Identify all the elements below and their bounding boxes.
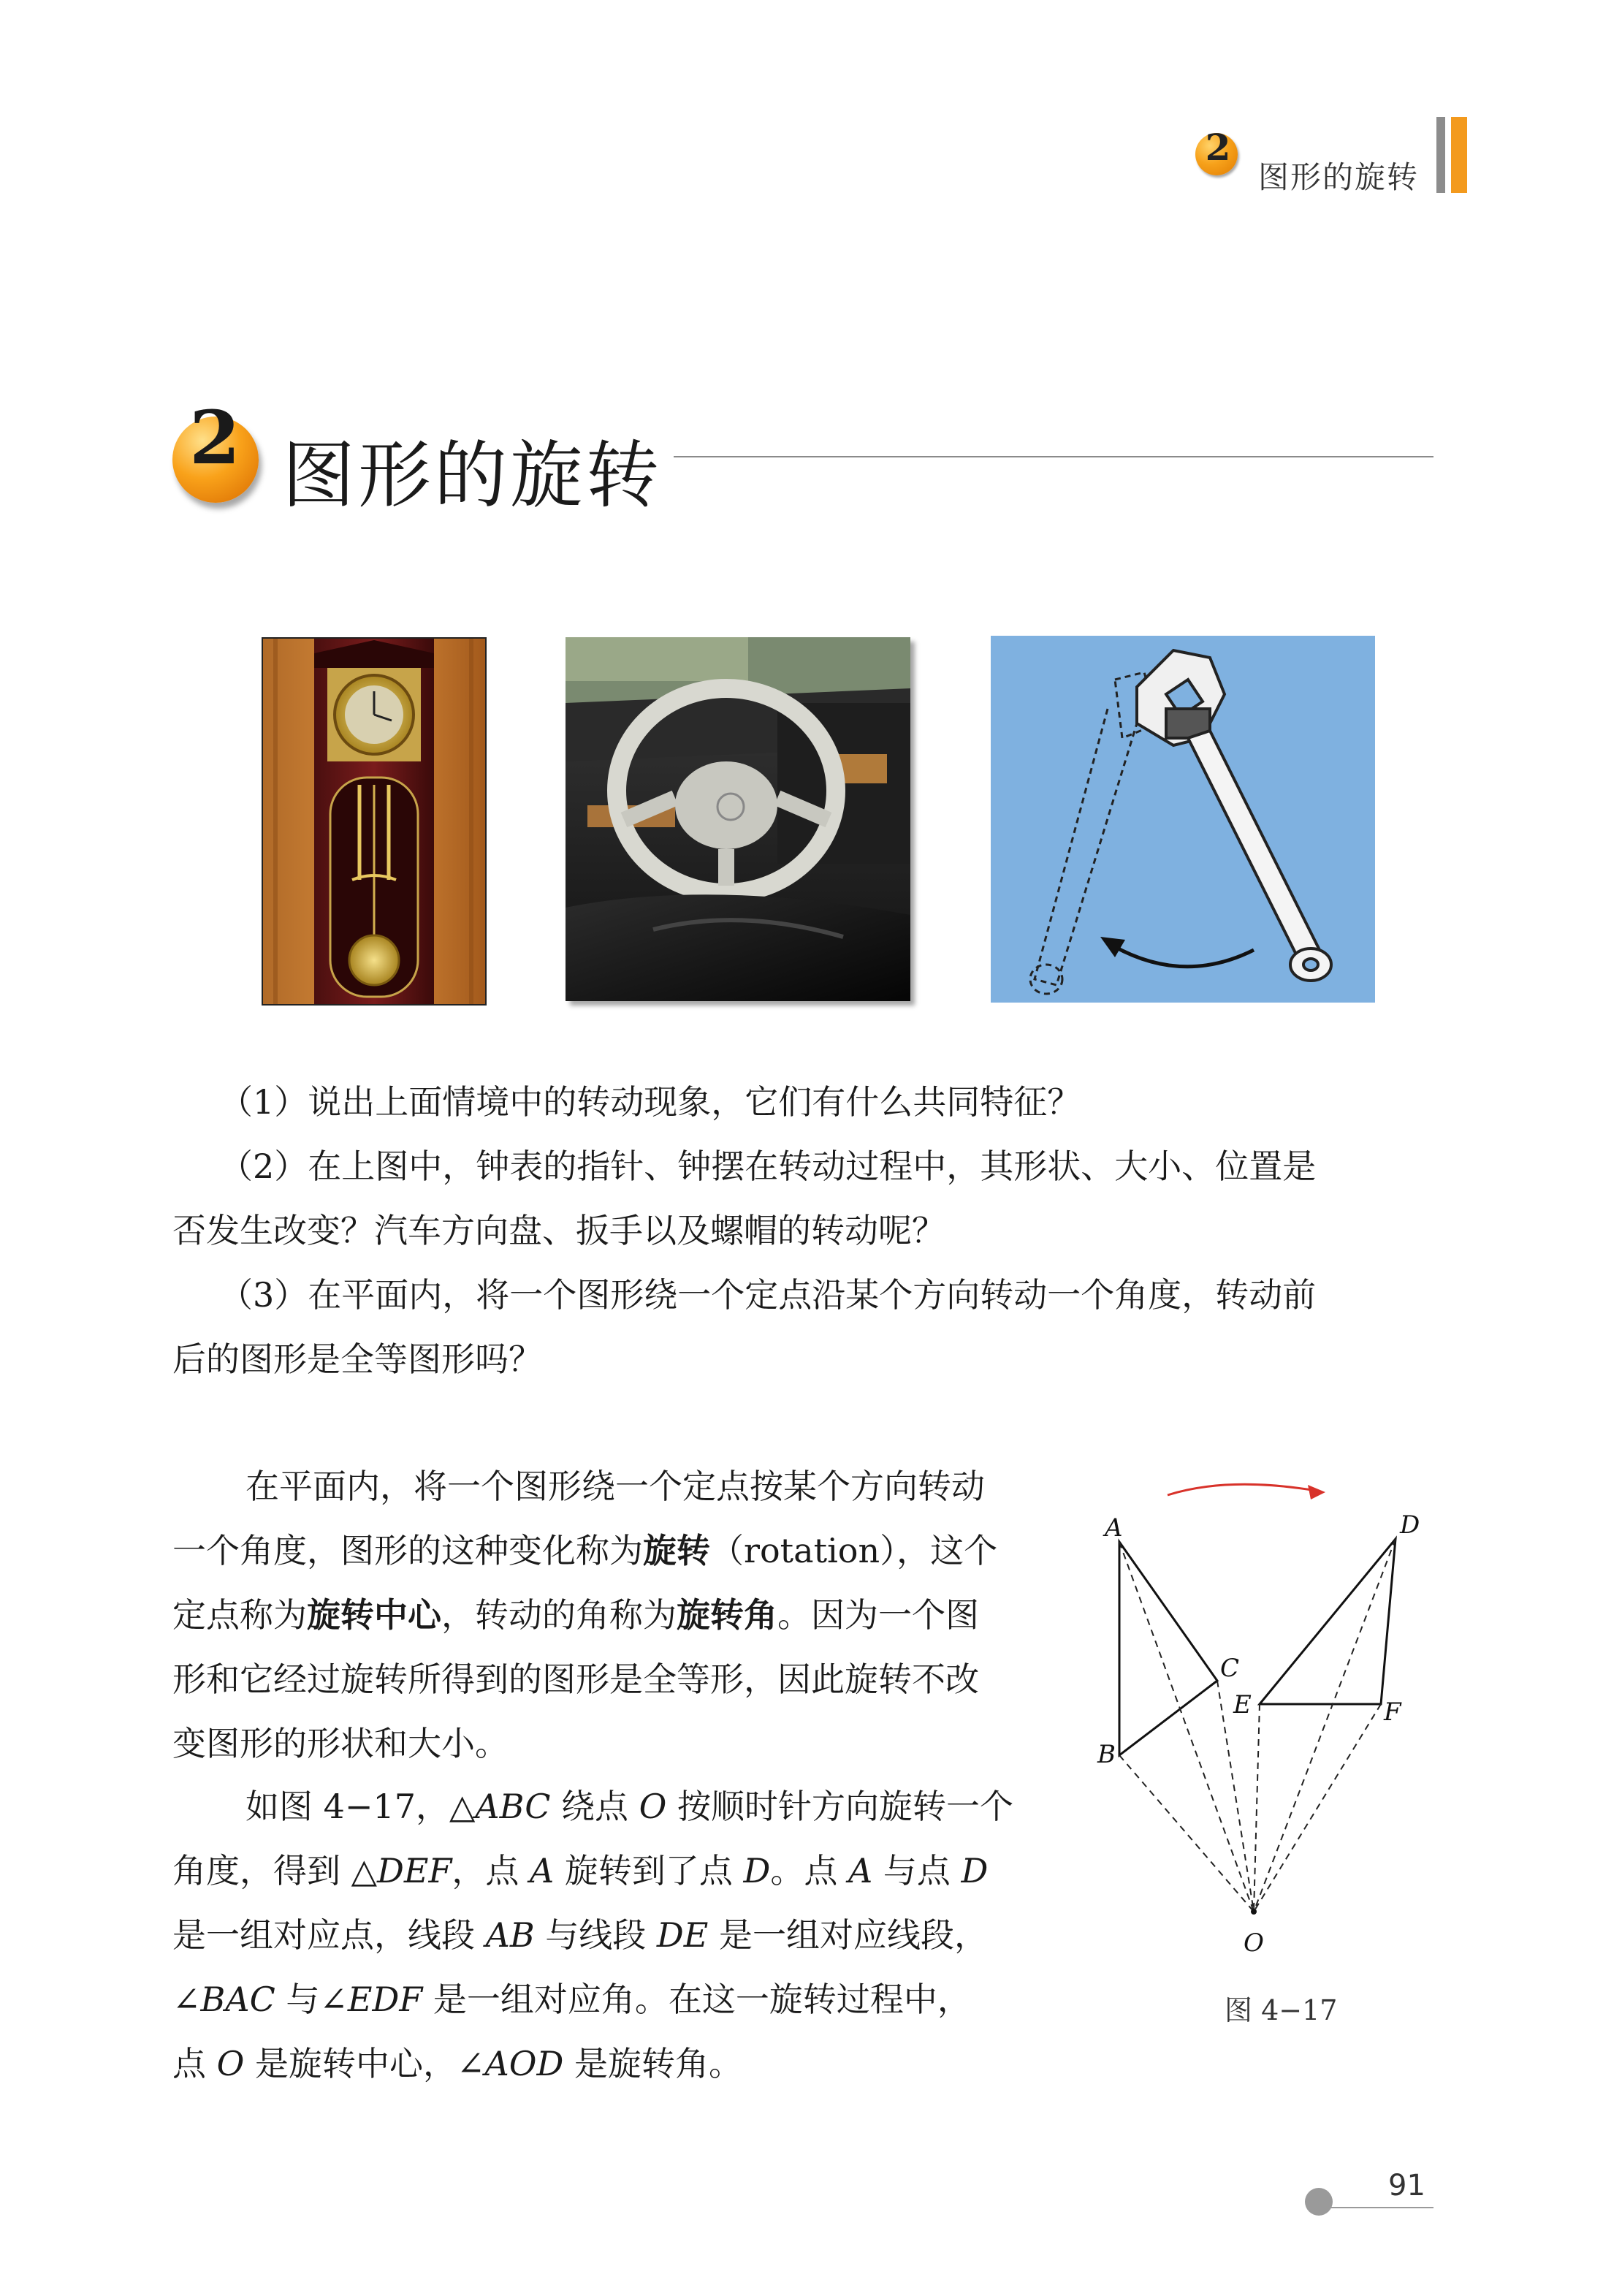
label-d: D <box>1400 1510 1420 1540</box>
triangle-def <box>1260 1539 1396 1704</box>
term-rotation: 旋转 <box>643 1531 710 1570</box>
label-b: B <box>1097 1740 1116 1769</box>
example-line-4: ∠BAC 与∠EDF 是一组对应角。在这一旋转过程中， <box>172 1980 971 2019</box>
point-o-dot <box>1251 1909 1257 1915</box>
label-o: O <box>1244 1928 1264 1958</box>
question-2-line-1: （2）在上图中，钟表的指针、钟摆在转动过程中，其形状、大小、位置是 <box>219 1147 1317 1186</box>
triangle-abc <box>1119 1542 1217 1755</box>
header-section-title: 图形的旋转 <box>1258 159 1420 195</box>
example-line-5: 点 O 是旋转中心，∠AOD 是旋转角。 <box>172 2044 742 2083</box>
figure-caption: 图 4−17 <box>1225 1994 1338 2026</box>
rotation-arrow <box>1168 1484 1317 1495</box>
example-line-1: 如图 4−17，△ABC 绕点 O 按顺时针方向旋转一个 <box>245 1787 1014 1826</box>
definition-line-1: 在平面内，将一个图形绕一个定点按某个方向转动 <box>245 1467 985 1506</box>
section-title-rule <box>674 456 1433 457</box>
page-number: 91 <box>1388 2169 1425 2202</box>
question-3-line-1: （3）在平面内，将一个图形绕一个定点沿某个方向转动一个角度，转动前 <box>219 1275 1317 1315</box>
header-orange-bar <box>1451 117 1467 193</box>
header-section-number: 2 <box>1205 126 1231 169</box>
question-1: （1）说出上面情境中的转动现象，它们有什么共同特征？ <box>219 1082 1081 1122</box>
term-rotation-angle: 旋转角 <box>677 1595 777 1635</box>
label-a: A <box>1105 1513 1123 1543</box>
term-rotation-center: 旋转中心 <box>307 1595 441 1635</box>
section-number: 2 <box>189 395 240 481</box>
page-number-rule <box>1320 2207 1433 2208</box>
header-gray-bar <box>1436 117 1445 193</box>
dashed-lines-to-o <box>1119 1539 1396 1912</box>
example-line-3: 是一组对应点，线段 AB 与线段 DE 是一组对应线段， <box>172 1915 988 1955</box>
page-number-dot-icon <box>1305 2188 1333 2216</box>
steering-wheel-photo <box>566 637 910 1001</box>
label-f: F <box>1384 1698 1401 1727</box>
definition-line-3: 定点称为旋转中心，转动的角称为旋转角。因为一个图 <box>172 1595 979 1635</box>
rotation-arrowhead <box>1308 1485 1325 1499</box>
wrench-rotation-illustration <box>991 636 1375 1003</box>
definition-line-2: 一个角度，图形的这种变化称为旋转（rotation），这个 <box>172 1531 998 1570</box>
example-line-2: 角度，得到 △DEF，点 A 旋转到了点 D。点 A 与点 D <box>172 1851 989 1890</box>
question-3-line-2: 后的图形是全等图形吗？ <box>172 1339 542 1379</box>
grandfather-clock-photo <box>262 637 487 1006</box>
definition-line-5: 变图形的形状和大小。 <box>172 1724 509 1763</box>
section-title: 图形的旋转 <box>282 433 662 518</box>
label-c: C <box>1220 1654 1240 1683</box>
question-2-line-2: 否发生改变？汽车方向盘、扳手以及螺帽的转动呢？ <box>172 1211 945 1250</box>
rotation-figure <box>1081 1469 1461 1966</box>
label-e: E <box>1233 1690 1252 1719</box>
definition-line-4: 形和它经过旋转所得到的图形是全等形，因此旋转不改 <box>172 1660 979 1699</box>
